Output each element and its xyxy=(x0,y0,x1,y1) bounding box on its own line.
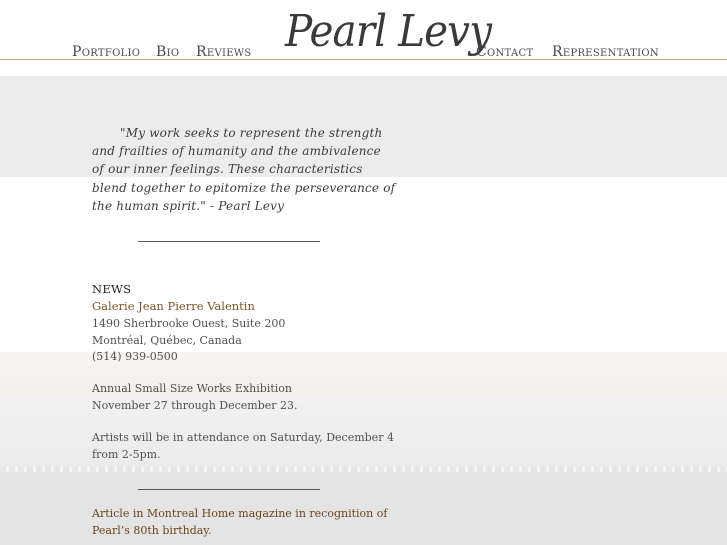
quote-line: blend together to epitomize the perseverance of xyxy=(92,180,396,195)
article-link[interactable] xyxy=(92,506,388,539)
section-divider xyxy=(138,241,320,242)
gallery-link[interactable]: Galerie Jean Pierre Valentin xyxy=(92,299,255,313)
attendance-line: from 2-5pm. xyxy=(92,447,161,461)
phone-number: (514) 939-0500 xyxy=(92,350,178,363)
nav-reviews[interactable]: Reviews xyxy=(196,44,252,60)
nav-representation[interactable]: Representation xyxy=(552,44,659,60)
quote-line: and frailties of humanity and the ambivalence xyxy=(92,144,381,159)
section-divider xyxy=(138,489,320,490)
attendance-info xyxy=(92,430,394,463)
site-logo[interactable]: Pearl Levy xyxy=(285,6,492,57)
artist-quote xyxy=(92,124,396,215)
exhibition-dates: November 27 through December 23. xyxy=(92,398,298,412)
article-line: Article in Montreal Home magazine in recognition of xyxy=(92,507,388,520)
article-line: Pearl’s 80th birthday. xyxy=(92,523,212,537)
quote-line: the human spirit." - Pearl Levy xyxy=(92,198,285,213)
nav-portfolio[interactable]: Portfolio xyxy=(72,44,141,60)
address-line: 1490 Sherbrooke Ouest, Suite 200 xyxy=(92,317,286,330)
nav-bio[interactable]: Bio xyxy=(156,44,180,60)
address-line: Montréal, Québec, Canada xyxy=(92,333,242,347)
news-heading: NEWS xyxy=(92,282,132,296)
gallery-address xyxy=(92,316,372,366)
exhibition-title: Annual Small Size Works Exhibition xyxy=(92,382,292,395)
exhibition-info xyxy=(92,381,372,414)
nav-contact[interactable]: Contact xyxy=(476,44,534,60)
attendance-line: Artists will be in attendance on Saturday, December 4 xyxy=(92,431,394,444)
quote-line: of our inner feelings. These characteristics xyxy=(92,162,363,177)
quote-line: "My work seeks to represent the strength xyxy=(120,126,383,140)
